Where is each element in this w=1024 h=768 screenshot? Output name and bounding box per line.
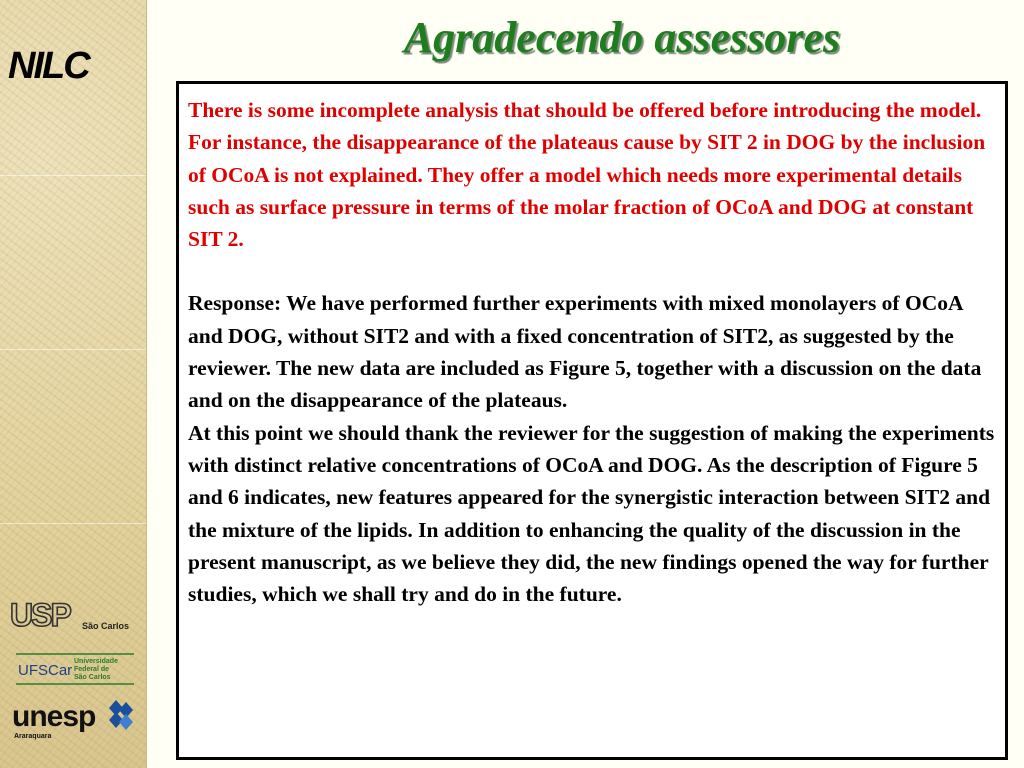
page-title: Agradecendo assessores <box>403 13 841 62</box>
unesp-logo-text: unesp <box>12 700 96 733</box>
thanks-paragraph: At this point we should thank the reviewer for the suggestion of making the experiments with distinct relative concentrations of OCoA and DOG. As the description of Figure 5 and 6 indicates, new features appeared for the synergistic interaction between SIT2 and the mixture of the lipids. In addition to enhancing the quality of the discussion in the present manuscript, as we believe they did, the new findings opened the way for further studies, which we shall try and do in the future. <box>188 420 995 607</box>
sidebar-texture <box>0 0 147 768</box>
unesp-emblem-icon <box>109 700 133 730</box>
reviewer-comment: There is some incomplete analysis that should be offered before introducing the model. For instance, the disappearance of the plateaus cause by SIT 2 in DOG by the inclusion of OCoA is not explained. They offer a model which needs more experimental details such as surface pressure in terms of the molar fraction of OCoA and DOG at constant SIT 2. <box>188 98 986 252</box>
usp-campus-label: São Carlos <box>82 621 130 631</box>
ufscar-line-1: Universidade <box>74 658 118 665</box>
usp-logo <box>10 598 138 634</box>
paragraph-gap <box>188 255 997 287</box>
sidebar-seam <box>0 175 146 176</box>
ufscar-logo <box>16 650 134 688</box>
ufscar-logo-text: UFSCar <box>18 662 73 679</box>
nilc-logo <box>6 42 140 84</box>
unesp-campus-label: Araraquara <box>14 733 52 740</box>
nilc-logo-text: NILC <box>8 45 89 84</box>
content-box <box>176 81 1008 760</box>
sidebar-seam <box>0 523 146 524</box>
response-paragraph: Response: We have performed further experiments with mixed monolayers of OCoA and DOG, without SIT2 and with a fixed concentration of SIT2, as suggested by the reviewer. The new data are included as Figure 5, together with a discussion on the data and on the disappearance of the plateaus. <box>188 291 982 413</box>
ufscar-line-3: São Carlos <box>74 674 111 681</box>
sidebar-seam <box>0 349 146 350</box>
ufscar-line-2: Federal de <box>74 666 110 673</box>
usp-logo-text: USP <box>10 598 70 633</box>
unesp-logo <box>12 694 138 742</box>
